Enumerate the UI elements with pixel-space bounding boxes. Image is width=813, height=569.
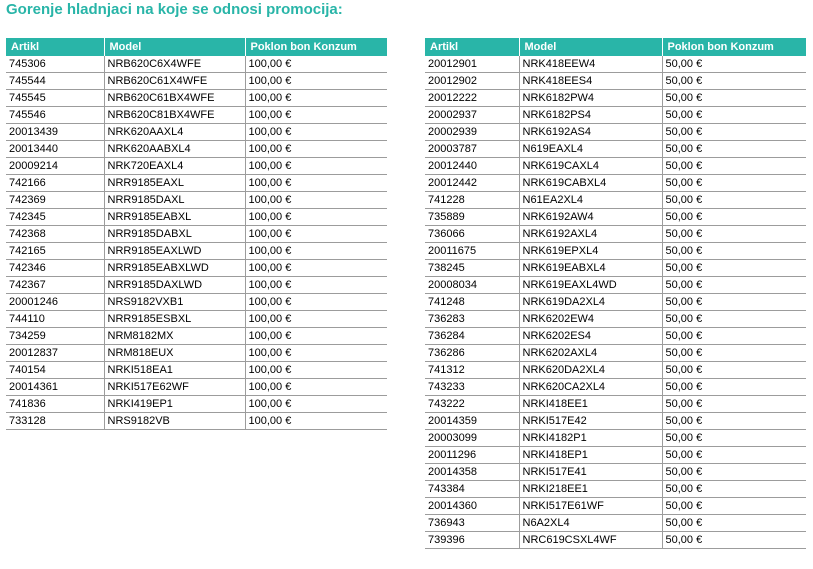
table-row xyxy=(6,158,387,175)
poklon-bon-cell: 50,00 € xyxy=(662,515,806,532)
artikl-cell: 20001246 xyxy=(6,294,104,311)
model-cell: NRK620CA2XL4 xyxy=(519,379,662,396)
artikl-cell: 742346 xyxy=(6,260,104,277)
model-cell: NRK418EEW4 xyxy=(519,56,662,73)
model-cell: NRKI4182P1 xyxy=(519,430,662,447)
model-cell: NRK6202ES4 xyxy=(519,328,662,345)
poklon-bon-cell: 50,00 € xyxy=(662,226,806,243)
table-row xyxy=(425,362,806,379)
poklon-bon-cell: 100,00 € xyxy=(245,328,387,345)
poklon-bon-cell: 100,00 € xyxy=(245,226,387,243)
poklon-bon-cell: 50,00 € xyxy=(662,345,806,362)
table-row xyxy=(6,345,387,362)
column-header-model: Model xyxy=(104,38,245,56)
poklon-bon-cell: 100,00 € xyxy=(245,379,387,396)
column-header-model: Model xyxy=(519,38,662,56)
poklon-bon-cell: 100,00 € xyxy=(245,277,387,294)
artikl-cell: 20014360 xyxy=(425,498,519,515)
model-cell: NRKI518EA1 xyxy=(104,362,245,379)
artikl-cell: 20003099 xyxy=(425,430,519,447)
artikl-cell: 20012440 xyxy=(425,158,519,175)
artikl-cell: 20003787 xyxy=(425,141,519,158)
model-cell: NRM8182MX xyxy=(104,328,245,345)
table-row xyxy=(6,294,387,311)
artikl-cell: 20012901 xyxy=(425,56,519,73)
table-row xyxy=(6,124,387,141)
table-row xyxy=(6,260,387,277)
artikl-cell: 20012902 xyxy=(425,73,519,90)
poklon-bon-cell: 100,00 € xyxy=(245,141,387,158)
promo-table-right xyxy=(425,38,806,549)
poklon-bon-cell: 50,00 € xyxy=(662,498,806,515)
artikl-cell: 736943 xyxy=(425,515,519,532)
table-row xyxy=(425,328,806,345)
poklon-bon-cell: 100,00 € xyxy=(245,362,387,379)
poklon-bon-cell: 100,00 € xyxy=(245,107,387,124)
artikl-cell: 743222 xyxy=(425,396,519,413)
table-row xyxy=(6,379,387,396)
model-cell: N619EAXL4 xyxy=(519,141,662,158)
poklon-bon-cell: 100,00 € xyxy=(245,192,387,209)
model-cell: NRK619CABXL4 xyxy=(519,175,662,192)
poklon-bon-cell: 100,00 € xyxy=(245,90,387,107)
artikl-cell: 736284 xyxy=(425,328,519,345)
artikl-cell: 20011675 xyxy=(425,243,519,260)
poklon-bon-cell: 50,00 € xyxy=(662,56,806,73)
artikl-cell: 741312 xyxy=(425,362,519,379)
column-header-artikl: Artikl xyxy=(425,38,519,56)
table-row xyxy=(425,396,806,413)
model-cell: NRK620AABXL4 xyxy=(104,141,245,158)
poklon-bon-cell: 50,00 € xyxy=(662,328,806,345)
artikl-cell: 745306 xyxy=(6,56,104,73)
poklon-bon-cell: 50,00 € xyxy=(662,532,806,549)
table-row xyxy=(6,56,387,73)
poklon-bon-cell: 50,00 € xyxy=(662,413,806,430)
model-cell: NRK418EES4 xyxy=(519,73,662,90)
table-row xyxy=(425,447,806,464)
model-cell: NRR9185EABXLWD xyxy=(104,260,245,277)
model-cell: NRKI418EP1 xyxy=(519,447,662,464)
table-header-row xyxy=(425,38,806,56)
table-row xyxy=(425,515,806,532)
table-row xyxy=(425,124,806,141)
poklon-bon-cell: 50,00 € xyxy=(662,379,806,396)
model-cell: NRK6192AW4 xyxy=(519,209,662,226)
model-cell: NRK619DA2XL4 xyxy=(519,294,662,311)
artikl-cell: 742166 xyxy=(6,175,104,192)
poklon-bon-cell: 50,00 € xyxy=(662,430,806,447)
artikl-cell: 742368 xyxy=(6,226,104,243)
model-cell: NRK6202AXL4 xyxy=(519,345,662,362)
artikl-cell: 20008034 xyxy=(425,277,519,294)
model-cell: NRB620C6X4WFE xyxy=(104,56,245,73)
poklon-bon-cell: 50,00 € xyxy=(662,277,806,294)
table-row xyxy=(425,413,806,430)
page-title: Gorenje hladnjaci na koje se odnosi promocija: xyxy=(6,1,343,18)
artikl-cell: 734259 xyxy=(6,328,104,345)
table-row xyxy=(425,73,806,90)
artikl-cell: 20012222 xyxy=(425,90,519,107)
poklon-bon-cell: 50,00 € xyxy=(662,396,806,413)
poklon-bon-cell: 50,00 € xyxy=(662,260,806,277)
column-header-poklon-bon: Poklon bon Konzum xyxy=(662,38,806,56)
model-cell: NRR9185EAXL xyxy=(104,175,245,192)
model-cell: NRS9182VB xyxy=(104,413,245,430)
column-header-artikl: Artikl xyxy=(6,38,104,56)
artikl-cell: 741248 xyxy=(425,294,519,311)
table-row xyxy=(6,73,387,90)
table-row xyxy=(6,209,387,226)
table-row xyxy=(425,481,806,498)
artikl-cell: 20011296 xyxy=(425,447,519,464)
poklon-bon-cell: 50,00 € xyxy=(662,124,806,141)
model-cell: NRB620C61X4WFE xyxy=(104,73,245,90)
poklon-bon-cell: 100,00 € xyxy=(245,260,387,277)
poklon-bon-cell: 100,00 € xyxy=(245,413,387,430)
table-row xyxy=(425,56,806,73)
model-cell: NRK619EPXL4 xyxy=(519,243,662,260)
table-row xyxy=(6,396,387,413)
model-cell: NRC619CSXL4WF xyxy=(519,532,662,549)
artikl-cell: 745544 xyxy=(6,73,104,90)
artikl-cell: 738245 xyxy=(425,260,519,277)
model-cell: NRM818EUX xyxy=(104,345,245,362)
model-cell: NRK6192AXL4 xyxy=(519,226,662,243)
model-cell: NRK619EABXL4 xyxy=(519,260,662,277)
model-cell: NRKI517E62WF xyxy=(104,379,245,396)
poklon-bon-cell: 50,00 € xyxy=(662,311,806,328)
model-cell: NRK6182PS4 xyxy=(519,107,662,124)
poklon-bon-cell: 100,00 € xyxy=(245,56,387,73)
artikl-cell: 741228 xyxy=(425,192,519,209)
artikl-cell: 20014359 xyxy=(425,413,519,430)
poklon-bon-cell: 100,00 € xyxy=(245,124,387,141)
model-cell: NRKI517E42 xyxy=(519,413,662,430)
artikl-cell: 742369 xyxy=(6,192,104,209)
table-row xyxy=(425,107,806,124)
table-row xyxy=(6,107,387,124)
artikl-cell: 742367 xyxy=(6,277,104,294)
artikl-cell: 743233 xyxy=(425,379,519,396)
poklon-bon-cell: 50,00 € xyxy=(662,175,806,192)
table-row xyxy=(6,141,387,158)
poklon-bon-cell: 50,00 € xyxy=(662,294,806,311)
model-cell: NRR9185EABXL xyxy=(104,209,245,226)
poklon-bon-cell: 100,00 € xyxy=(245,396,387,413)
artikl-cell: 745546 xyxy=(6,107,104,124)
table-row xyxy=(425,141,806,158)
table-row xyxy=(425,532,806,549)
table-row xyxy=(425,192,806,209)
artikl-cell: 742165 xyxy=(6,243,104,260)
table-row xyxy=(6,362,387,379)
artikl-cell: 20013440 xyxy=(6,141,104,158)
model-cell: NRKI218EE1 xyxy=(519,481,662,498)
model-cell: NRS9182VXB1 xyxy=(104,294,245,311)
artikl-cell: 743384 xyxy=(425,481,519,498)
table-row xyxy=(425,277,806,294)
model-cell: NRK6192AS4 xyxy=(519,124,662,141)
table-row xyxy=(6,277,387,294)
table-row xyxy=(6,328,387,345)
model-cell: NRR9185DABXL xyxy=(104,226,245,243)
artikl-cell: 736286 xyxy=(425,345,519,362)
model-cell: NRK619CAXL4 xyxy=(519,158,662,175)
model-cell: NRB620C81BX4WFE xyxy=(104,107,245,124)
model-cell: NRK6182PW4 xyxy=(519,90,662,107)
table-header-row xyxy=(6,38,387,56)
model-cell: NRKI418EE1 xyxy=(519,396,662,413)
artikl-cell: 20013439 xyxy=(6,124,104,141)
poklon-bon-cell: 50,00 € xyxy=(662,464,806,481)
artikl-cell: 20009214 xyxy=(6,158,104,175)
table-row xyxy=(425,430,806,447)
table-row xyxy=(6,311,387,328)
artikl-cell: 733128 xyxy=(6,413,104,430)
model-cell: NRR9185DAXL xyxy=(104,192,245,209)
artikl-cell: 20012442 xyxy=(425,175,519,192)
model-cell: N61EA2XL4 xyxy=(519,192,662,209)
model-cell: NRB620C61BX4WFE xyxy=(104,90,245,107)
model-cell: N6A2XL4 xyxy=(519,515,662,532)
table-row xyxy=(425,209,806,226)
model-cell: NRK6202EW4 xyxy=(519,311,662,328)
table-row xyxy=(425,175,806,192)
table-row xyxy=(425,260,806,277)
poklon-bon-cell: 100,00 € xyxy=(245,243,387,260)
artikl-cell: 20014358 xyxy=(425,464,519,481)
model-cell: NRK720EAXL4 xyxy=(104,158,245,175)
poklon-bon-cell: 50,00 € xyxy=(662,362,806,379)
poklon-bon-cell: 50,00 € xyxy=(662,73,806,90)
artikl-cell: 740154 xyxy=(6,362,104,379)
artikl-cell: 739396 xyxy=(425,532,519,549)
table-row xyxy=(6,175,387,192)
promo-table-left xyxy=(6,38,387,430)
model-cell: NRKI517E41 xyxy=(519,464,662,481)
model-cell: NRKI517E61WF xyxy=(519,498,662,515)
poklon-bon-cell: 50,00 € xyxy=(662,209,806,226)
model-cell: NRK619EAXL4WD xyxy=(519,277,662,294)
table-row xyxy=(6,90,387,107)
table-row xyxy=(425,345,806,362)
artikl-cell: 736066 xyxy=(425,226,519,243)
poklon-bon-cell: 50,00 € xyxy=(662,192,806,209)
poklon-bon-cell: 50,00 € xyxy=(662,243,806,260)
artikl-cell: 736283 xyxy=(425,311,519,328)
table-row xyxy=(425,311,806,328)
column-header-poklon-bon: Poklon bon Konzum xyxy=(245,38,387,56)
poklon-bon-cell: 50,00 € xyxy=(662,158,806,175)
poklon-bon-cell: 50,00 € xyxy=(662,90,806,107)
artikl-cell: 20002937 xyxy=(425,107,519,124)
table-row xyxy=(425,294,806,311)
table-row xyxy=(425,90,806,107)
artikl-cell: 741836 xyxy=(6,396,104,413)
model-cell: NRR9185ESBXL xyxy=(104,311,245,328)
artikl-cell: 745545 xyxy=(6,90,104,107)
poklon-bon-cell: 100,00 € xyxy=(245,294,387,311)
artikl-cell: 20002939 xyxy=(425,124,519,141)
table-row xyxy=(425,243,806,260)
poklon-bon-cell: 100,00 € xyxy=(245,175,387,192)
artikl-cell: 744110 xyxy=(6,311,104,328)
model-cell: NRR9185EAXLWD xyxy=(104,243,245,260)
table-row xyxy=(425,379,806,396)
model-cell: NRK620DA2XL4 xyxy=(519,362,662,379)
model-cell: NRK620AAXL4 xyxy=(104,124,245,141)
model-cell: NRR9185DAXLWD xyxy=(104,277,245,294)
poklon-bon-cell: 100,00 € xyxy=(245,345,387,362)
table-row xyxy=(425,464,806,481)
poklon-bon-cell: 100,00 € xyxy=(245,209,387,226)
poklon-bon-cell: 50,00 € xyxy=(662,107,806,124)
table-row xyxy=(6,226,387,243)
table-row xyxy=(6,243,387,260)
artikl-cell: 735889 xyxy=(425,209,519,226)
model-cell: NRKI419EP1 xyxy=(104,396,245,413)
poklon-bon-cell: 100,00 € xyxy=(245,311,387,328)
poklon-bon-cell: 50,00 € xyxy=(662,481,806,498)
artikl-cell: 20014361 xyxy=(6,379,104,396)
artikl-cell: 742345 xyxy=(6,209,104,226)
table-row xyxy=(6,413,387,430)
artikl-cell: 20012837 xyxy=(6,345,104,362)
table-row xyxy=(425,498,806,515)
poklon-bon-cell: 50,00 € xyxy=(662,447,806,464)
poklon-bon-cell: 100,00 € xyxy=(245,73,387,90)
table-row xyxy=(6,192,387,209)
poklon-bon-cell: 100,00 € xyxy=(245,158,387,175)
poklon-bon-cell: 50,00 € xyxy=(662,141,806,158)
table-row xyxy=(425,226,806,243)
table-row xyxy=(425,158,806,175)
